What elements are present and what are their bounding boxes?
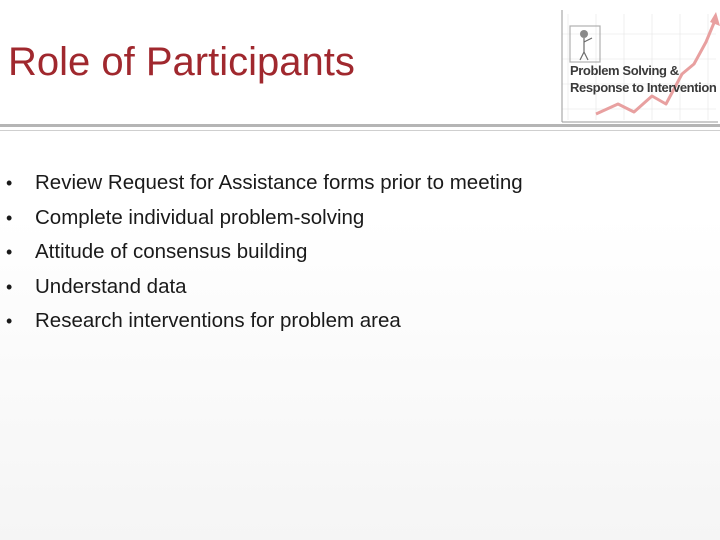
bullet-text: Research interventions for problem area — [35, 309, 401, 332]
logo-text — [570, 62, 716, 96]
logo-line-1: Problem Solving & — [570, 63, 679, 78]
bullet-text: Understand data — [35, 274, 187, 298]
title-divider — [0, 124, 720, 127]
title-divider-thin — [0, 130, 720, 131]
logo-line-2: Response to Intervention — [570, 80, 717, 95]
bullet-text: Attitude of consensus building — [35, 240, 308, 263]
slide-title: Role of Participants — [8, 40, 355, 84]
bullet-icon: • — [6, 311, 13, 331]
teacher-chart-icon — [570, 26, 600, 62]
bullet-text: Review Request for Assistance forms prior to meeting — [35, 171, 523, 194]
bullet-icon: • — [6, 242, 13, 262]
bullet-icon: • — [6, 173, 13, 193]
bullet-icon: • — [6, 207, 13, 228]
bullet-icon: • — [6, 276, 13, 297]
bullet-text: Complete individual problem-solving — [35, 205, 365, 229]
